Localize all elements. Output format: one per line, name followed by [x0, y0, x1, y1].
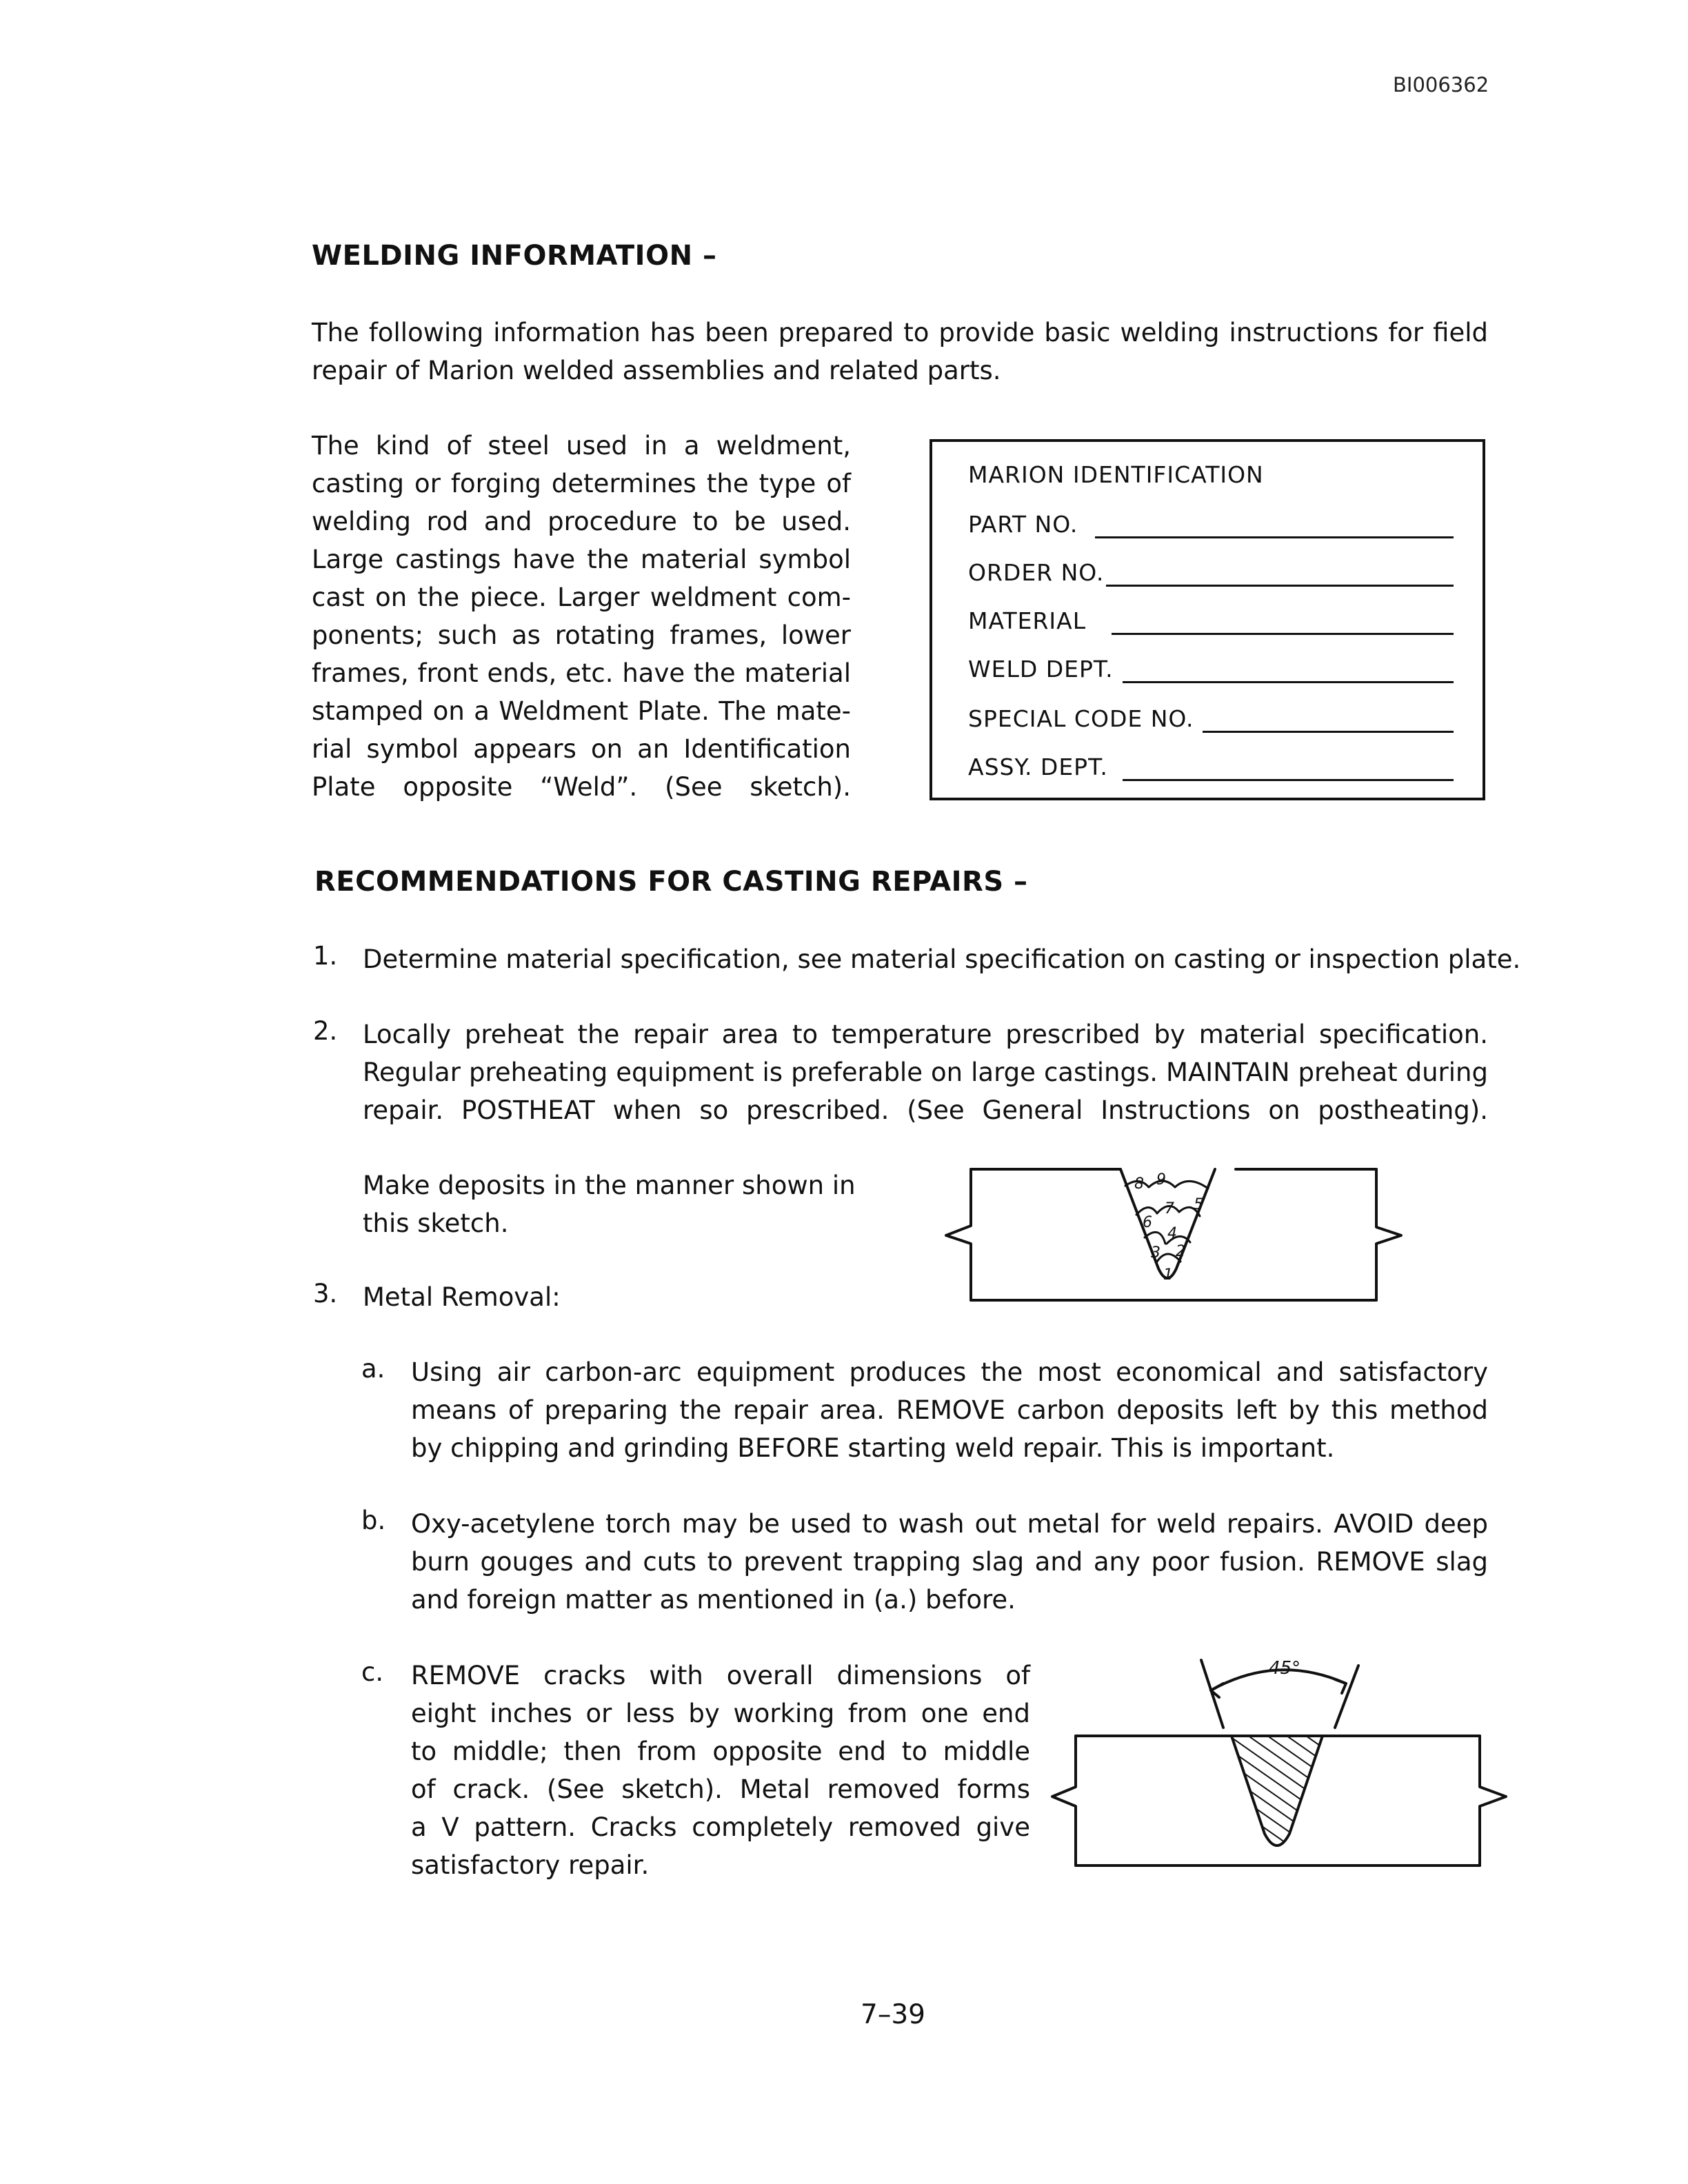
identification-plate [930, 439, 1485, 800]
item2-line: repair. POSTHEAT when so prescribed. (See General Instructions on postheating). [363, 1095, 1488, 1125]
removed-metal-v [1232, 1736, 1323, 1846]
steel-line: ponents; such as rotating frames, lower [312, 620, 851, 650]
pass-label-2: 2 [1176, 1243, 1185, 1260]
item-number: 1. [313, 941, 338, 971]
deposit-instruction [363, 1166, 887, 1242]
id-field-assy-dept: ASSY. DEPT. [968, 754, 1108, 780]
subitem-c-line: satisfactory repair. [411, 1850, 650, 1880]
page-number: 7–39 [861, 1999, 925, 2030]
steel-line: casting or forging determines the type of [312, 469, 851, 498]
pass-label-9: 9 [1156, 1171, 1166, 1189]
id-field-order-no: ORDER NO. [968, 559, 1105, 586]
crack-removal-sketch [1034, 1641, 1517, 1875]
steel-line: stamped on a Weldment Plate. The mate- [312, 696, 851, 726]
subitem-a-line: means of preparing the repair area. REMOVE carbon deposits left by this method [411, 1395, 1488, 1425]
welding-information-heading: WELDING INFORMATION – [312, 240, 717, 272]
id-field-special-code-no: SPECIAL CODE NO. [968, 705, 1194, 732]
item1-line: Determine material specification, see material specification on casting or inspection plate. [363, 944, 1521, 974]
subitem-b-text [411, 1505, 1488, 1619]
subitem-b-line: burn gouges and cuts to prevent trapping slag and any poor fusion. REMOVE slag [411, 1547, 1488, 1577]
item2-line: Locally preheat the repair area to temperature prescribed by material specification. [363, 1020, 1488, 1049]
subitem-letter: c. [361, 1657, 384, 1687]
item2-text [363, 1015, 1488, 1129]
subitem-b-line: Oxy-acetylene torch may be used to wash out metal for weld repairs. AVOID deep [411, 1509, 1488, 1539]
id-field-rule [1112, 633, 1454, 635]
item2-line: Regular preheating equipment is preferable on large castings. MAINTAIN preheat during [363, 1058, 1488, 1087]
deposit-line: Make deposits in the manner shown in [363, 1171, 856, 1200]
pass-label-8: 8 [1134, 1175, 1144, 1193]
weld-deposit-sketch [938, 1158, 1414, 1307]
id-field-rule [1106, 585, 1454, 587]
subitem-letter: a. [361, 1354, 385, 1384]
steel-line: frames, front ends, etc. have the material [312, 658, 851, 688]
id-field-part-no: PART NO. [968, 511, 1078, 538]
steel-line: cast on the piece. Larger weldment com- [312, 583, 851, 612]
id-plate-title: MARION IDENTIFICATION [968, 461, 1264, 488]
id-field-rule [1123, 779, 1454, 781]
steel-line: Plate opposite “Weld”. (See sketch). [312, 772, 851, 802]
subitem-a-line: by chipping and grinding BEFORE starting weld repair. This is important. [411, 1433, 1335, 1463]
subitem-letter: b. [361, 1506, 386, 1535]
metal-removal-title: Metal Removal: [363, 1282, 561, 1312]
subitem-a-line: Using air carbon-arc equipment produces the most economical and satisfactory [411, 1357, 1488, 1387]
deposit-line: this sketch. [363, 1209, 509, 1238]
subitem-b-line: and foreign matter as mentioned in (a.) before. [411, 1585, 1016, 1615]
steel-line: Large castings have the material symbol [312, 545, 851, 574]
pass-label-1: 1 [1163, 1266, 1173, 1284]
pass-label-3: 3 [1151, 1244, 1160, 1262]
subitem-c-line: to middle; then from opposite end to middle [411, 1737, 1030, 1766]
pass-label-4: 4 [1167, 1225, 1177, 1242]
angle-extension-left [1201, 1660, 1223, 1728]
pass-label-7: 7 [1165, 1200, 1174, 1217]
intro-line: The following information has been prepared to provide basic welding instructions for field [312, 318, 1488, 347]
steel-line: welding rod and procedure to be used. [312, 507, 851, 536]
steel-line: rial symbol appears on an Identification [312, 734, 851, 764]
id-field-material: MATERIAL [968, 607, 1087, 634]
right-break-symbol [1480, 1736, 1506, 1866]
steel-line: The kind of steel used in a weldment, [312, 431, 851, 461]
casting-repairs-heading: RECOMMENDATIONS FOR CASTING REPAIRS – [314, 866, 1028, 898]
id-field-weld-dept: WELD DEPT. [968, 656, 1114, 682]
pass-label-5: 5 [1194, 1196, 1203, 1213]
right-break-symbol [1376, 1169, 1401, 1300]
subitem-c-line: of crack. (See sketch). Metal removed forms [411, 1775, 1030, 1804]
angle-arrow-right [1335, 1679, 1346, 1693]
id-field-rule [1203, 731, 1454, 733]
intro-paragraph [312, 314, 1488, 390]
left-break-symbol [946, 1169, 971, 1300]
angle-extension-right [1335, 1666, 1358, 1728]
intro-line: repair of Marion welded assemblies and related parts. [312, 356, 1001, 385]
angle-label: 45° [1269, 1658, 1301, 1679]
steel-paragraph [312, 427, 851, 806]
left-break-symbol [1052, 1736, 1076, 1866]
subitem-c-line: REMOVE cracks with overall dimensions of [411, 1661, 1030, 1690]
id-field-rule [1095, 536, 1454, 538]
document-id: BI006362 [1393, 73, 1489, 97]
item-number: 2. [313, 1016, 338, 1046]
id-field-rule [1123, 681, 1454, 683]
subitem-c-line: eight inches or less by working from one end [411, 1699, 1030, 1728]
subitem-c-text [411, 1657, 1030, 1884]
item1-text [363, 940, 1521, 978]
subitem-a-text [411, 1353, 1488, 1467]
pass-label-6: 6 [1143, 1214, 1152, 1231]
subitem-c-line: a V pattern. Cracks completely removed give [411, 1812, 1030, 1842]
item-number: 3. [313, 1279, 338, 1308]
